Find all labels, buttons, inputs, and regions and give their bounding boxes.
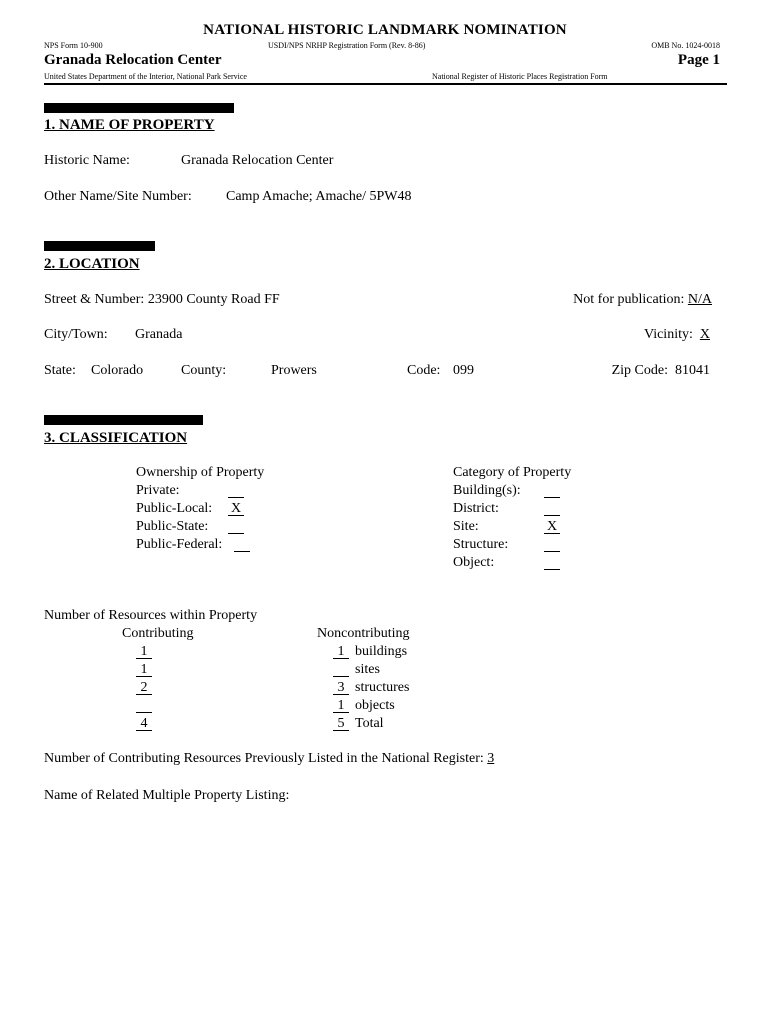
not-for-publication-label: Not for publication: (573, 292, 685, 307)
category-district-label: District: (453, 501, 499, 516)
state-label: State: (44, 363, 76, 378)
multiple-property-listing-label: Name of Related Multiple Property Listing: (44, 788, 290, 803)
noncontributing-heading: Noncontributing (317, 626, 410, 641)
previously-listed-label: Number of Contributing Resources Previously Listed in the National Register: (44, 751, 484, 766)
street-value: 23900 County Road FF (147, 292, 280, 307)
contributing-total: 4 (136, 718, 152, 731)
section-heading-name: 1. NAME OF PROPERTY (44, 117, 215, 133)
not-for-publication-value: N/A (687, 292, 712, 307)
section-bar (44, 103, 234, 113)
header-rule (44, 83, 727, 85)
ownership-heading: Ownership of Property (136, 465, 265, 480)
contributing-sites: 1 (136, 664, 152, 677)
category-object-label: Object: (453, 555, 495, 570)
category-site-label: Site: (453, 519, 479, 534)
historic-name-value: Granada Relocation Center (181, 153, 334, 168)
not-for-publication (573, 292, 712, 308)
other-name-value: Camp Amache; Amache/ 5PW48 (226, 189, 412, 204)
section-heading-location: 2. LOCATION (44, 256, 140, 272)
code-label: Code: (407, 363, 441, 378)
ownership-private-label: Private: (136, 483, 180, 498)
contributing-structures: 2 (136, 682, 152, 695)
noncontributing-buildings: 1 (333, 646, 349, 659)
ownership-public-local-mark: X (228, 503, 244, 516)
noncontributing-objects: 1 (333, 700, 349, 713)
resources-heading: Number of Resources within Property (44, 608, 258, 623)
previously-listed (44, 751, 494, 767)
page-number: Page 1 (677, 52, 720, 68)
category-heading: Category of Property (453, 465, 572, 480)
category-district-mark (544, 503, 560, 516)
ownership-public-local-label: Public-Local: (136, 501, 213, 516)
county-value: Prowers (271, 363, 317, 378)
resource-type-structures: structures (355, 680, 410, 695)
vicinity-label: Vicinity: (643, 327, 693, 342)
vicinity (644, 327, 710, 343)
ownership-public-federal-mark (234, 539, 250, 552)
form-title: NATIONAL HISTORIC LANDMARK NOMINATION (203, 22, 567, 38)
noncontributing-sites (333, 664, 349, 677)
contributing-objects (136, 700, 152, 713)
city-value: Granada (135, 327, 183, 342)
contributing-heading: Contributing (122, 626, 194, 641)
vicinity-value: X (699, 327, 710, 342)
section-heading-classification: 3. CLASSIFICATION (44, 430, 188, 446)
zip-code-value: 81041 (675, 363, 710, 378)
resource-type-total: Total (355, 716, 384, 731)
ownership-public-state-mark (228, 521, 244, 534)
code-value: 099 (453, 363, 474, 378)
street-row (44, 292, 280, 308)
resource-type-buildings: buildings (355, 644, 408, 659)
section-bar (44, 415, 203, 425)
form-number: NPS Form 10-900 (44, 41, 103, 50)
resource-type-objects: objects (355, 698, 395, 713)
register-form-name: National Register of Historic Places Registration Form (432, 72, 608, 81)
form-subtitle: USDI/NPS NRHP Registration Form (Rev. 8-86) (268, 41, 426, 50)
noncontributing-total: 5 (333, 718, 349, 731)
county-label: County: (181, 363, 227, 378)
department: United States Department of the Interior, National Park Service (44, 72, 247, 81)
historic-name-label: Historic Name: (44, 153, 130, 168)
category-site-mark: X (544, 521, 560, 534)
zip-code-label: Zip Code: (611, 363, 668, 378)
category-building-mark (544, 485, 560, 498)
state-value: Colorado (91, 363, 144, 378)
ownership-public-state-label: Public-State: (136, 519, 209, 534)
noncontributing-structures: 3 (333, 682, 349, 695)
category-structure-mark (544, 539, 560, 552)
contributing-buildings: 1 (136, 646, 152, 659)
section-bar (44, 241, 155, 251)
ownership-private-mark (228, 485, 244, 498)
zip-code (612, 363, 710, 379)
resource-type-sites: sites (355, 662, 380, 677)
previously-listed-value: 3 (487, 751, 495, 766)
omb-number: OMB No. 1024-0018 (651, 41, 720, 50)
category-building-label: Building(s): (453, 483, 521, 498)
category-structure-label: Structure: (453, 537, 509, 552)
city-label: City/Town: (44, 327, 108, 342)
street-label: Street & Number: (44, 292, 145, 307)
category-object-mark (544, 557, 560, 570)
property-name: Granada Relocation Center (44, 52, 222, 68)
other-name-label: Other Name/Site Number: (44, 189, 192, 204)
ownership-public-federal-label: Public-Federal: (136, 537, 223, 552)
